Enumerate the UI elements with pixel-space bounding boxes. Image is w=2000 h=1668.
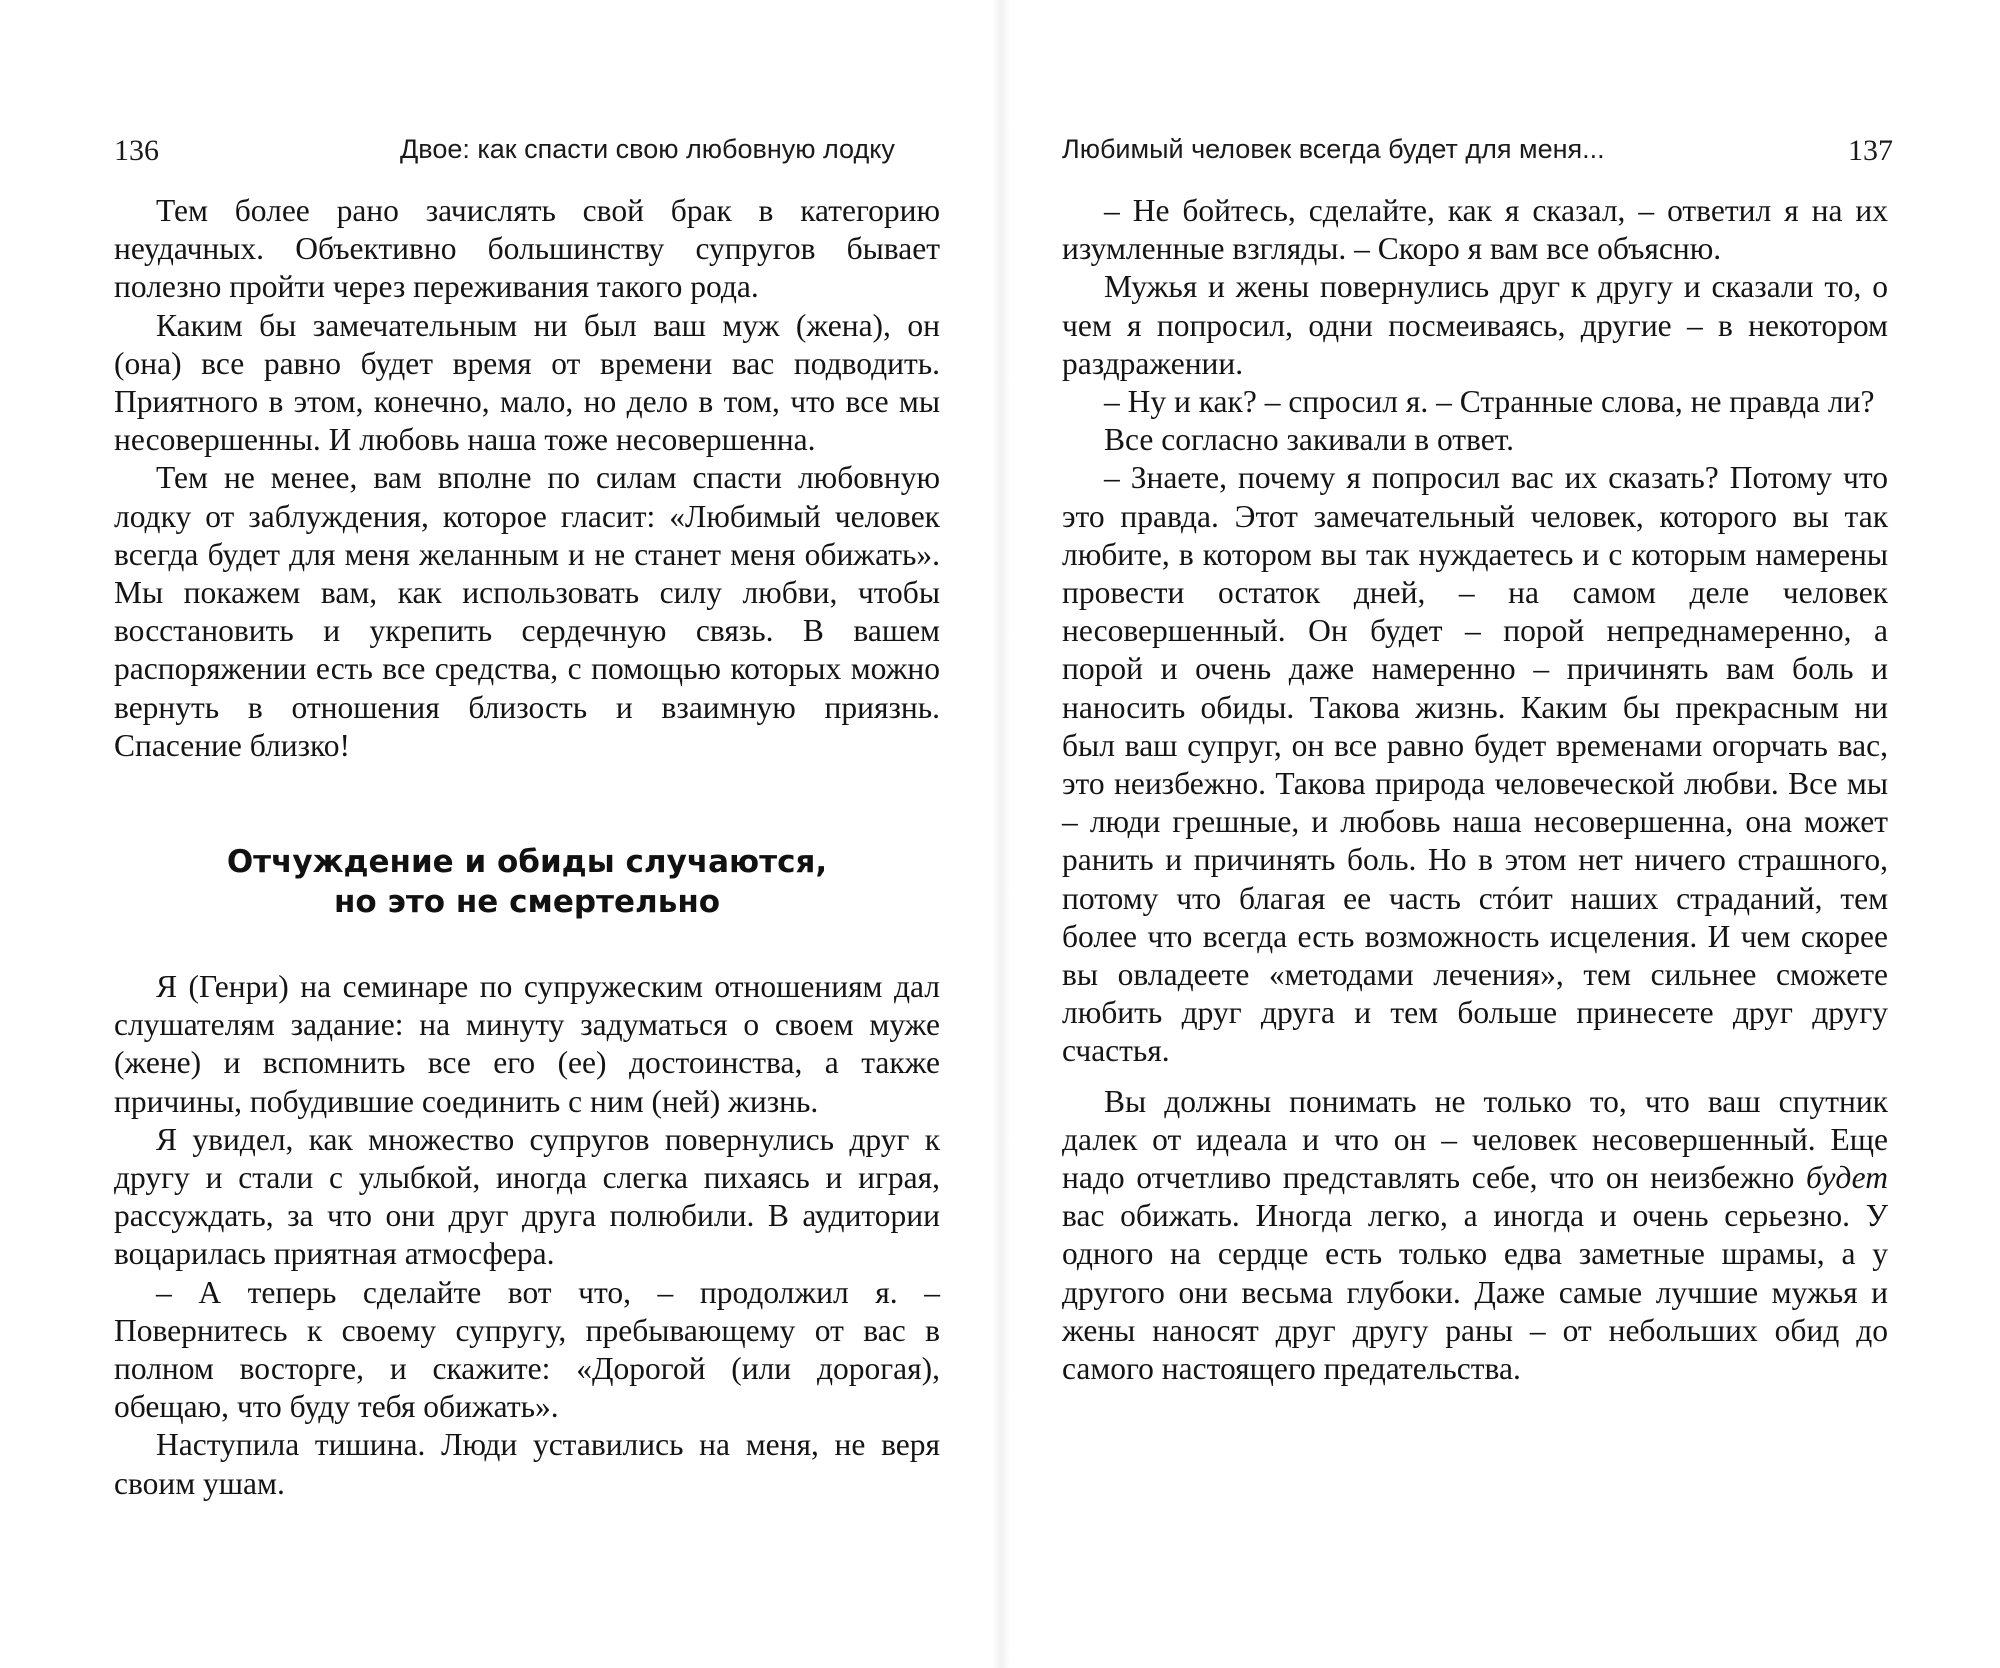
paragraph: Тем не менее, вам вполне по силам спасти любовную лодку от заблуждения, которое гласит: «Любимый человек всегда будет для меня желанным и не станет меня обижать». Мы покажем вам, как использовать силу любви, чтобы восстановить и укрепить сердечную связь. В вашем распоряжении есть все средства, с помощью которых можно вернуть в отношения близость и взаимную приязнь. Спасение близко! xyxy=(114,460,940,763)
section-heading xyxy=(114,842,940,922)
paragraph: Я (Генри) на семинаре по супружеским отношениям дал слушателям задание: на минуту задуматься о своем муже (жене) и вспомнить все его (ее) достоинства, а также причины, побудившие соединить с ним (ней) жизнь. xyxy=(114,969,940,1119)
page-number-right: 137 xyxy=(1848,134,1893,167)
section-heading-line-2: но это не смертельно xyxy=(333,884,721,920)
right-text-block xyxy=(1062,192,1888,1388)
italic-word: будет xyxy=(1806,1160,1888,1196)
paragraph: Мужья и жены повернулись друг к другу и сказали то, о чем я попросил, одни посмеиваясь, другие – в некотором раздражении. xyxy=(1062,269,1888,381)
running-head-right: Любимый человек всегда будет для меня... xyxy=(1062,134,1605,164)
section-heading-line-1: Отчуждение и обиды случаются, xyxy=(226,844,828,880)
page-number-left: 136 xyxy=(114,134,159,167)
paragraph: Каким бы замечательным ни был ваш муж (жена), он (она) все равно будет время от времени вас подводить. Приятного в этом, конечно, мало, но дело в том, что все мы несовершенны. И любовь наша тоже несовершенна. xyxy=(114,307,940,458)
paragraph: – А теперь сделайте вот что, – продолжил я. – Повернитесь к своему супругу, пребывающему от вас в полном восторге, и скажите: «Дорогой (или дорогая), обещаю, что буду тебя обижать». xyxy=(114,1274,940,1425)
paragraph: Тем более рано зачислять свой брак в категорию неудачных. Объективно большинству супругов бывает полезно пройти через переживания такого рода. xyxy=(114,193,940,305)
running-head-left: Двое: как спасти свою любовную лодку xyxy=(400,134,895,164)
paragraph: – Знаете, почему я попросил вас их сказать? Потому что это правда. Этот замечательный человек, которого вы так любите, в котором вы так нуждаетесь и с которым намерены провести остаток дней, – на самом деле человек несовершенный. Он будет – порой непреднамеренно, а порой и очень даже намеренно – причинять вам боль и наносить обиды. Такова жизнь. Каким бы прекрасным ни был ваш супруг, он все равно будет временами огорчать вас, это неизбежно. Такова природа человеческой любви. Все мы – люди грешные, и любовь наша несовершенна, она может ранить и причинять боль. Но в этом нет ничего страшного, потому что благая ее часть стóит наших страданий, тем более что всегда есть возможность исцеления. И чем скорее вы овладеете «методами лечения», тем сильнее сможете любить друг друга и тем больше принесете друг другу счастья. xyxy=(1062,460,1888,1069)
paragraph: Все согласно закивали в ответ. xyxy=(1104,422,1514,458)
left-text-block-2 xyxy=(114,968,940,1503)
left-text-block-1 xyxy=(114,192,940,765)
text-run: Вы должны понимать не только то, что ваш спутник далек от идеала и что он – человек несовершенный. Еще надо отчетливо представлять себе, что он неизбежно xyxy=(1062,1083,1888,1196)
paragraph-last xyxy=(1062,1083,1888,1389)
right-page xyxy=(1000,0,2000,1668)
paragraph: Я увидел, как множество супругов повернулись друг к другу и стали с улыбкой, иногда слегка пихаясь и играя, рассуждать, за что они друг друга полюбили. В аудитории воцарилась приятная атмосфера. xyxy=(114,1121,940,1272)
paragraph: – Не бойтесь, сделайте, как я сказал, – ответил я на их изумленные взгляды. – Скоро я вам все объясню. xyxy=(1062,193,1888,267)
text-run: вас обижать. Иногда легко, а иногда и очень серьезно. У одного на сердце есть только едва заметные шрамы, а у другого они весьма глубоки. Даже самые лучшие мужья и жены наносят друг другу раны – от небольших обид до самого настоящего предательства. xyxy=(1062,1198,1888,1387)
paragraph: Наступила тишина. Люди уставились на меня, не веря своим ушам. xyxy=(114,1427,940,1501)
paragraph: – Ну и как? – спросил я. – Странные слова, не правда ли? xyxy=(1104,384,1875,420)
